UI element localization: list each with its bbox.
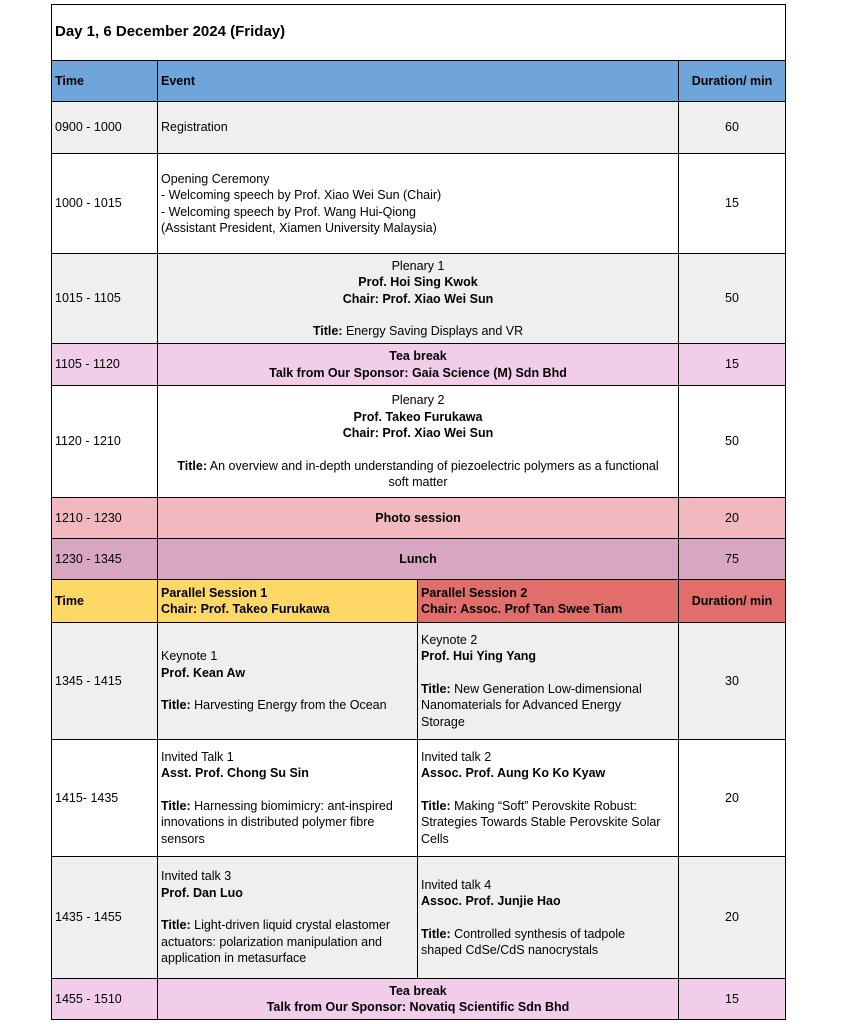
duration-cell: 30 bbox=[679, 623, 786, 740]
event-cell bbox=[158, 386, 679, 498]
duration-cell: 15 bbox=[679, 344, 786, 386]
opening-line: (Assistant President, Xiamen University Malaysia) bbox=[161, 221, 437, 235]
opening-row bbox=[52, 154, 786, 254]
session-1-cell bbox=[158, 740, 418, 857]
talk-label: Invited talk 4 bbox=[421, 877, 492, 892]
time-cell: 1345 - 1415 bbox=[52, 623, 158, 740]
title-label: Title: bbox=[421, 798, 451, 813]
talk-title-cont: Strategies Towards Stable Perovskite Solar bbox=[421, 815, 661, 830]
chair-name: Chair: Prof. Xiao Wei Sun bbox=[342, 426, 494, 441]
talk-title-cont: innovations in distributed polymer fibre bbox=[161, 815, 375, 830]
session-name: Parallel Session 1 bbox=[161, 585, 268, 600]
chair-name: Chair: Prof. Xiao Wei Sun bbox=[342, 291, 494, 306]
session-2-cell bbox=[418, 740, 679, 857]
day-title: Day 1, 6 December 2024 (Friday) bbox=[52, 5, 786, 61]
event-cell: Photo session bbox=[158, 498, 679, 539]
title-label: Title: bbox=[312, 324, 343, 338]
talk-title: Making “Soft” Perovskite Robust: bbox=[454, 798, 637, 813]
duration-cell: 20 bbox=[679, 498, 786, 539]
parallel-row bbox=[52, 857, 786, 979]
speaker-name: Assoc. Prof. Aung Ko Ko Kyaw bbox=[421, 766, 606, 781]
event-cell bbox=[158, 254, 679, 344]
title-label: Title: bbox=[421, 681, 451, 696]
speaker-name: Prof. Hui Ying Yang bbox=[421, 649, 537, 664]
time-cell: 1105 - 1120 bbox=[52, 344, 158, 386]
sponsor-talk: Talk from Our Sponsor: Novatiq Scientific Sdn Bhd bbox=[266, 1000, 570, 1014]
title-label: Title: bbox=[161, 918, 191, 933]
duration-cell: 20 bbox=[679, 740, 786, 857]
day-title-row bbox=[52, 5, 786, 61]
session-2-cell bbox=[418, 623, 679, 740]
talk-title: Light-driven liquid crystal elastomer bbox=[194, 918, 391, 933]
time-cell: 1000 - 1015 bbox=[52, 154, 158, 254]
title-label: Title: bbox=[161, 798, 191, 813]
tea-break-row bbox=[52, 344, 786, 386]
time-cell: 1435 - 1455 bbox=[52, 857, 158, 979]
event-cell bbox=[158, 154, 679, 254]
header-row bbox=[52, 61, 786, 102]
speaker-name: Prof. Takeo Furukawa bbox=[353, 409, 483, 424]
speaker-name: Assoc. Prof. Junjie Hao bbox=[421, 894, 561, 908]
speaker-name: Prof. Hoi Sing Kwok bbox=[358, 275, 478, 289]
talk-title-cont: Cells bbox=[421, 831, 449, 846]
parallel-row bbox=[52, 623, 786, 740]
registration-row bbox=[52, 102, 786, 154]
parallel-header-time: Time bbox=[52, 580, 158, 623]
talk-title-cont: application in metasurface bbox=[161, 951, 307, 966]
duration-cell: 60 bbox=[679, 102, 786, 154]
event-cell: Lunch bbox=[158, 539, 679, 580]
duration-cell: 20 bbox=[679, 857, 786, 979]
parallel-header-duration: Duration/ min bbox=[679, 580, 786, 623]
talk-title: New Generation Low-dimensional bbox=[454, 681, 642, 696]
time-cell: 1015 - 1105 bbox=[52, 254, 158, 344]
session-label: Plenary 1 bbox=[391, 258, 445, 273]
parallel-session-1-header bbox=[158, 580, 418, 623]
schedule-table bbox=[51, 4, 786, 1020]
talk-label: Invited talk 2 bbox=[421, 749, 492, 764]
talk-label: Invited Talk 1 bbox=[161, 749, 234, 764]
talk-title: Harvesting Energy from the Ocean bbox=[194, 698, 387, 713]
talk-title-cont: soft matter bbox=[388, 475, 448, 490]
title-label: Title: bbox=[161, 698, 191, 713]
parallel-row bbox=[52, 740, 786, 857]
talk-title-cont: actuators: polarization manipulation and bbox=[161, 934, 382, 949]
duration-cell: 50 bbox=[679, 386, 786, 498]
talk-title-cont: Storage bbox=[421, 714, 465, 729]
time-cell: 1415- 1435 bbox=[52, 740, 158, 857]
time-cell: 1210 - 1230 bbox=[52, 498, 158, 539]
session-1-cell bbox=[158, 857, 418, 979]
header-duration: Duration/ min bbox=[679, 61, 786, 102]
opening-line: - Welcoming speech by Prof. Xiao Wei Sun (Chair) bbox=[161, 188, 442, 202]
speaker-name: Prof. Dan Luo bbox=[161, 885, 243, 900]
title-label: Title: bbox=[421, 926, 451, 941]
time-cell: 0900 - 1000 bbox=[52, 102, 158, 154]
talk-label: Keynote 2 bbox=[421, 632, 478, 647]
talk-title-cont: Nanomaterials for Advanced Energy bbox=[421, 698, 622, 713]
duration-cell: 15 bbox=[679, 979, 786, 1020]
event-cell: Registration bbox=[158, 102, 679, 154]
sponsor-talk: Talk from Our Sponsor: Gaia Science (M) Sdn Bhd bbox=[269, 365, 567, 380]
talk-title: An overview and in-depth understanding of piezoelectric polymers as a functional bbox=[209, 458, 659, 473]
parallel-session-2-header bbox=[418, 580, 679, 623]
talk-title-cont: shaped CdSe/CdS nanocrystals bbox=[421, 943, 599, 957]
time-cell: 1455 - 1510 bbox=[52, 979, 158, 1020]
event-cell bbox=[158, 344, 679, 386]
time-cell: 1120 - 1210 bbox=[52, 386, 158, 498]
header-event: Event bbox=[158, 61, 679, 102]
speaker-name: Asst. Prof. Chong Su Sin bbox=[161, 766, 309, 781]
tea-break-label: Tea break bbox=[389, 349, 447, 363]
talk-title: Harnessing biomimicry: ant-inspired bbox=[194, 798, 393, 813]
session-2-cell bbox=[418, 857, 679, 979]
talk-title: Controlled synthesis of tadpole bbox=[454, 926, 626, 941]
header-time: Time bbox=[52, 61, 158, 102]
duration-cell: 15 bbox=[679, 154, 786, 254]
talk-label: Keynote 1 bbox=[161, 649, 218, 664]
session-label: Plenary 2 bbox=[391, 393, 445, 408]
photo-row bbox=[52, 498, 786, 539]
tea-break-row bbox=[52, 979, 786, 1020]
speaker-name: Prof. Kean Aw bbox=[161, 665, 246, 680]
session-name: Parallel Session 2 bbox=[421, 585, 528, 600]
event-cell bbox=[158, 979, 679, 1020]
parallel-header-row bbox=[52, 580, 786, 623]
plenary2-row bbox=[52, 386, 786, 498]
talk-title-cont: sensors bbox=[161, 831, 205, 846]
tea-break-label: Tea break bbox=[389, 983, 447, 998]
lunch-row bbox=[52, 539, 786, 580]
opening-line: - Welcoming speech by Prof. Wang Hui-Qiong bbox=[161, 204, 416, 219]
session-chair: Chair: Assoc. Prof Tan Swee Tiam bbox=[421, 602, 623, 616]
talk-label: Invited talk 3 bbox=[161, 869, 232, 884]
title-label: Title: bbox=[177, 458, 207, 473]
time-cell: 1230 - 1345 bbox=[52, 539, 158, 580]
opening-line: Opening Ceremony bbox=[161, 171, 270, 186]
duration-cell: 50 bbox=[679, 254, 786, 344]
duration-cell: 75 bbox=[679, 539, 786, 580]
session-1-cell bbox=[158, 623, 418, 740]
talk-title: Energy Saving Displays and VR bbox=[345, 324, 524, 338]
plenary1-row bbox=[52, 254, 786, 344]
session-chair: Chair: Prof. Takeo Furukawa bbox=[161, 602, 330, 616]
